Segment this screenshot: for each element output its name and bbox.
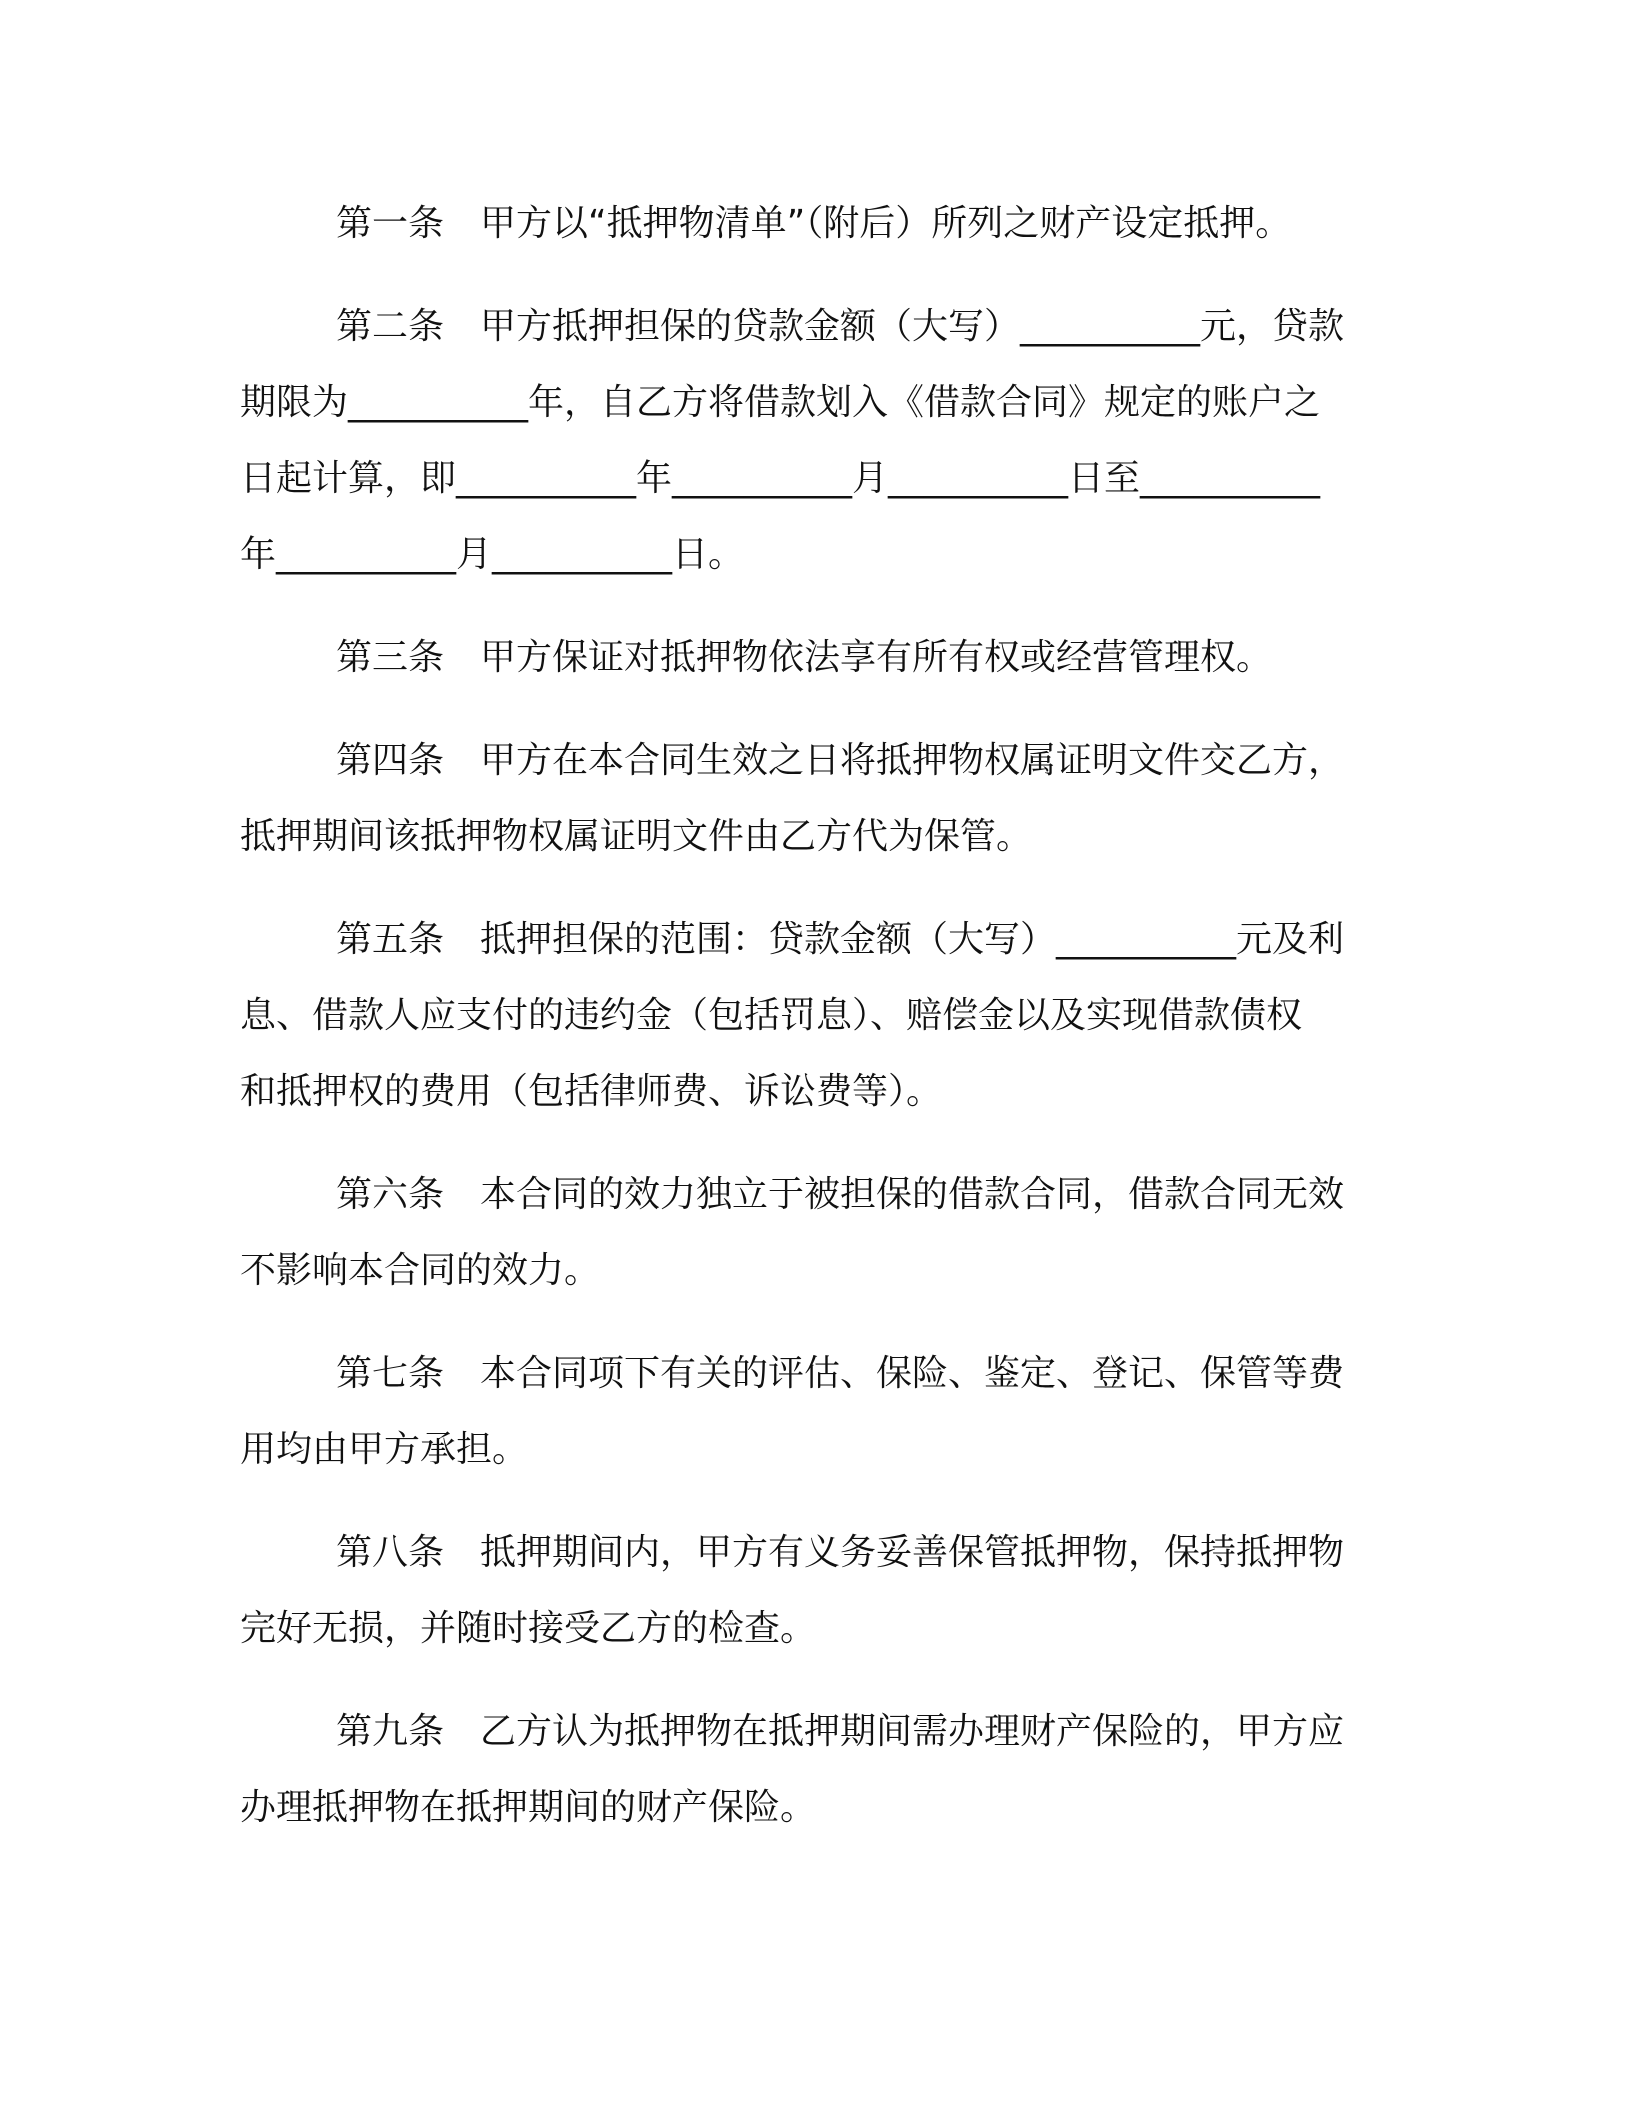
article-line: 期限为__________年，自乙方将借款划入《借款合同》规定的账户之 <box>240 382 1321 423</box>
article-line: 和抵押权的费用（包括律师费、诉讼费等）。 <box>240 1071 943 1112</box>
article-line: 年__________月__________日。 <box>240 534 745 575</box>
article-line: 第三条 甲方保证对抵押物依法享有所有权或经营管理权。 <box>336 637 1273 678</box>
article-line: 不影响本合同的效力。 <box>240 1250 601 1291</box>
article-line: 息、借款人应支付的违约金（包括罚息）、赔偿金以及实现借款债权 <box>240 995 1303 1036</box>
paragraph-gap <box>240 593 1375 620</box>
article-5 <box>240 902 1375 1130</box>
article-line: 第五条 抵押担保的范围：贷款金额（大写）__________元及利 <box>336 919 1345 960</box>
paragraph-gap <box>240 1309 1375 1336</box>
article-8 <box>240 1515 1375 1667</box>
paragraph-gap <box>240 875 1375 902</box>
article-line: 第四条 甲方在本合同生效之日将抵押物权属证明文件交乙方， <box>336 740 1345 781</box>
paragraph-gap <box>240 1667 1375 1694</box>
paragraph-gap <box>240 1488 1375 1515</box>
paragraph-gap <box>240 1130 1375 1157</box>
article-line: 第九条 乙方认为抵押物在抵押期间需办理财产保险的，甲方应 <box>336 1711 1345 1752</box>
paragraph-gap <box>240 262 1375 289</box>
article-line: 第六条 本合同的效力独立于被担保的借款合同，借款合同无效 <box>336 1174 1345 1215</box>
article-7 <box>240 1336 1375 1488</box>
article-line: 完好无损，并随时接受乙方的检查。 <box>240 1608 817 1649</box>
article-6 <box>240 1157 1375 1309</box>
article-3 <box>240 620 1375 696</box>
article-line: 第一条 甲方以“抵押物清单”（附后）所列之财产设定抵押。 <box>336 203 1292 244</box>
article-line: 第八条 抵押期间内，甲方有义务妥善保管抵押物，保持抵押物 <box>336 1532 1345 1573</box>
article-line: 办理抵押物在抵押期间的财产保险。 <box>240 1787 817 1828</box>
article-line: 第七条 本合同项下有关的评估、保险、鉴定、登记、保管等费 <box>336 1353 1345 1394</box>
article-line: 抵押期间该抵押物权属证明文件由乙方代为保管。 <box>240 816 1033 857</box>
article-1 <box>240 186 1375 262</box>
article-line: 第二条 甲方抵押担保的贷款金额（大写）__________元，贷款 <box>336 306 1345 347</box>
article-line: 日起计算，即__________年__________月__________日至__________ <box>240 458 1321 499</box>
contract-body <box>240 186 1375 1846</box>
article-9 <box>240 1694 1375 1846</box>
paragraph-gap <box>240 696 1375 723</box>
article-4 <box>240 723 1375 875</box>
article-2 <box>240 289 1375 593</box>
article-line: 用均由甲方承担。 <box>240 1429 529 1470</box>
